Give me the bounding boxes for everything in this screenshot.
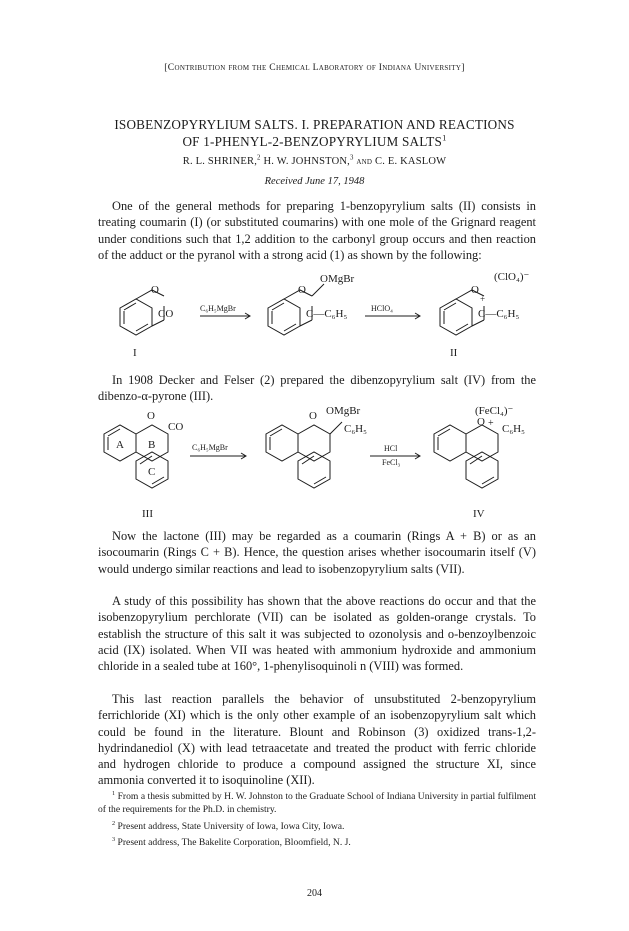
scheme2-o-plus: O bbox=[477, 416, 485, 428]
footnote-1: $^1$ From a thesis submitted by H. W. Johnston to the Graduate School of Indiana University in partial fulfilment of the requirements for the Ph.D. in chemistry. bbox=[98, 789, 536, 815]
footnote-2: $^2$ Present address, State University of Iowa, Iowa City, Iowa. bbox=[112, 819, 345, 832]
scheme1-o-plus: O bbox=[471, 284, 479, 296]
label-IV: IV bbox=[473, 508, 485, 520]
paragraph-5: This last reaction parallels the behavior of unsubstituted 2-benzopyrylium ferrichloride (XI) which is the only other example of an isobenzopyrylium salt which could be found in the literature. Blount and Robinson (3) oxidized trans-1,2-hydrindanediol (X) with lead tetraacetate and treated the product with ferric chloride and hydrogen chloride to produce a compound assigned the structure XI, since ammonia converted it to isoquinoline (XII). bbox=[98, 692, 536, 788]
scheme2-omgbr: OMgBr bbox=[326, 405, 361, 417]
paragraph-4: A study of this possibility has shown that the above reactions do occur and that the isobenzopyrylium perchlorate (VII) can be isolated as golden-orange crystals. To establish the structure of this salt it was subjected to ozonolysis and o-benzoylbenzoic acid (IX) isolated. When VII was heated with ammonium hydroxide and ammonium chloride in a sealed tube at 160°, 1-phenylisoquinoli n (VIII) was formed. bbox=[98, 594, 536, 674]
scheme1-plus: + bbox=[480, 294, 486, 304]
scheme2-ph2: C₆H₅ bbox=[502, 423, 525, 435]
scheme2-plus: + bbox=[488, 418, 494, 429]
scheme2-acid-bottom: FeCl₃ bbox=[382, 458, 401, 467]
contribution-header: [Contribution from the Chemical Laboratory of Indiana University] bbox=[164, 62, 465, 73]
scheme2-reagent: C₆H₅MgBr bbox=[192, 443, 228, 452]
reaction-scheme-2 bbox=[0, 404, 629, 524]
page-number: 204 bbox=[307, 888, 322, 899]
scheme2-ph: C₆H₅ bbox=[344, 423, 367, 435]
label-II: II bbox=[450, 347, 458, 359]
scheme1-c-ph2: C—C₆H₅ bbox=[478, 308, 520, 320]
ring-a: A bbox=[116, 439, 124, 451]
scheme2-o2: O bbox=[309, 410, 317, 422]
received-date: Received June 17, 1948 bbox=[264, 176, 365, 187]
ring-c: C bbox=[148, 466, 156, 478]
title-line-2: OF 1-PHENYL-2-BENZOPYRYLIUM SALTS$^1$ bbox=[182, 132, 447, 149]
scheme2-co: CO bbox=[168, 421, 184, 433]
scheme1-co: CO bbox=[158, 308, 174, 320]
paragraph-3: Now the lactone (III) may be regarded as a coumarin (Rings A + B) or as an isocoumarin (Rings C + B). Hence, the question arises whether isocoumarin itself (V) would undergo similar reactions and lead to isobenzopyrylium salts (VII). bbox=[98, 529, 536, 576]
paragraph-2: In 1908 Decker and Felser (2) prepared the dibenzopyrylium salt (IV) from the dibenzo-α-pyrone (III). bbox=[98, 373, 536, 404]
footnote-3: $^3$ Present address, The Bakelite Corporation, Bloomfield, N. J. bbox=[112, 835, 351, 848]
scheme1-anion: (ClO₄)⁻ bbox=[494, 271, 530, 283]
author-line: R. L. SHRINER,$^2$ H. W. JOHNSTON,$^3$ and C. E. KASLOW bbox=[182, 154, 447, 167]
scheme2-o: O bbox=[147, 410, 155, 422]
ring-b: B bbox=[148, 439, 156, 451]
scheme1-o2: O bbox=[298, 284, 306, 296]
scheme2-anion: (FeCl₄)⁻ bbox=[475, 405, 514, 417]
scheme1-acid: HClO₄ bbox=[371, 304, 393, 313]
scheme2-acid-top: HCl bbox=[384, 444, 398, 453]
scheme1-o: O bbox=[151, 284, 159, 296]
paragraph-1: One of the general methods for preparing 1-benzopyrylium salts (II) consists in treating coumarin (I) (or substituted coumarins) with one mole of the Grignard reagent under conditions such that 1,2 addition to the carbonyl group occurs and then reaction of the adduct or the pyranol with a strong acid (1) as shown by the following: bbox=[98, 199, 536, 262]
paper-title bbox=[60, 116, 569, 150]
reaction-scheme-1 bbox=[0, 268, 629, 368]
scheme1-c-ph: C—C₆H₅ bbox=[306, 308, 348, 320]
title-line-1: ISOBENZOPYRYLIUM SALTS. I. PREPARATION AND REACTIONS bbox=[114, 117, 515, 132]
title-footnote-mark: 1 bbox=[442, 132, 447, 143]
label-I: I bbox=[133, 347, 137, 359]
scheme1-reagent: C₆H₅MgBr bbox=[200, 304, 236, 313]
scheme1-omgbr: OMgBr bbox=[320, 273, 355, 285]
label-III: III bbox=[142, 508, 153, 520]
